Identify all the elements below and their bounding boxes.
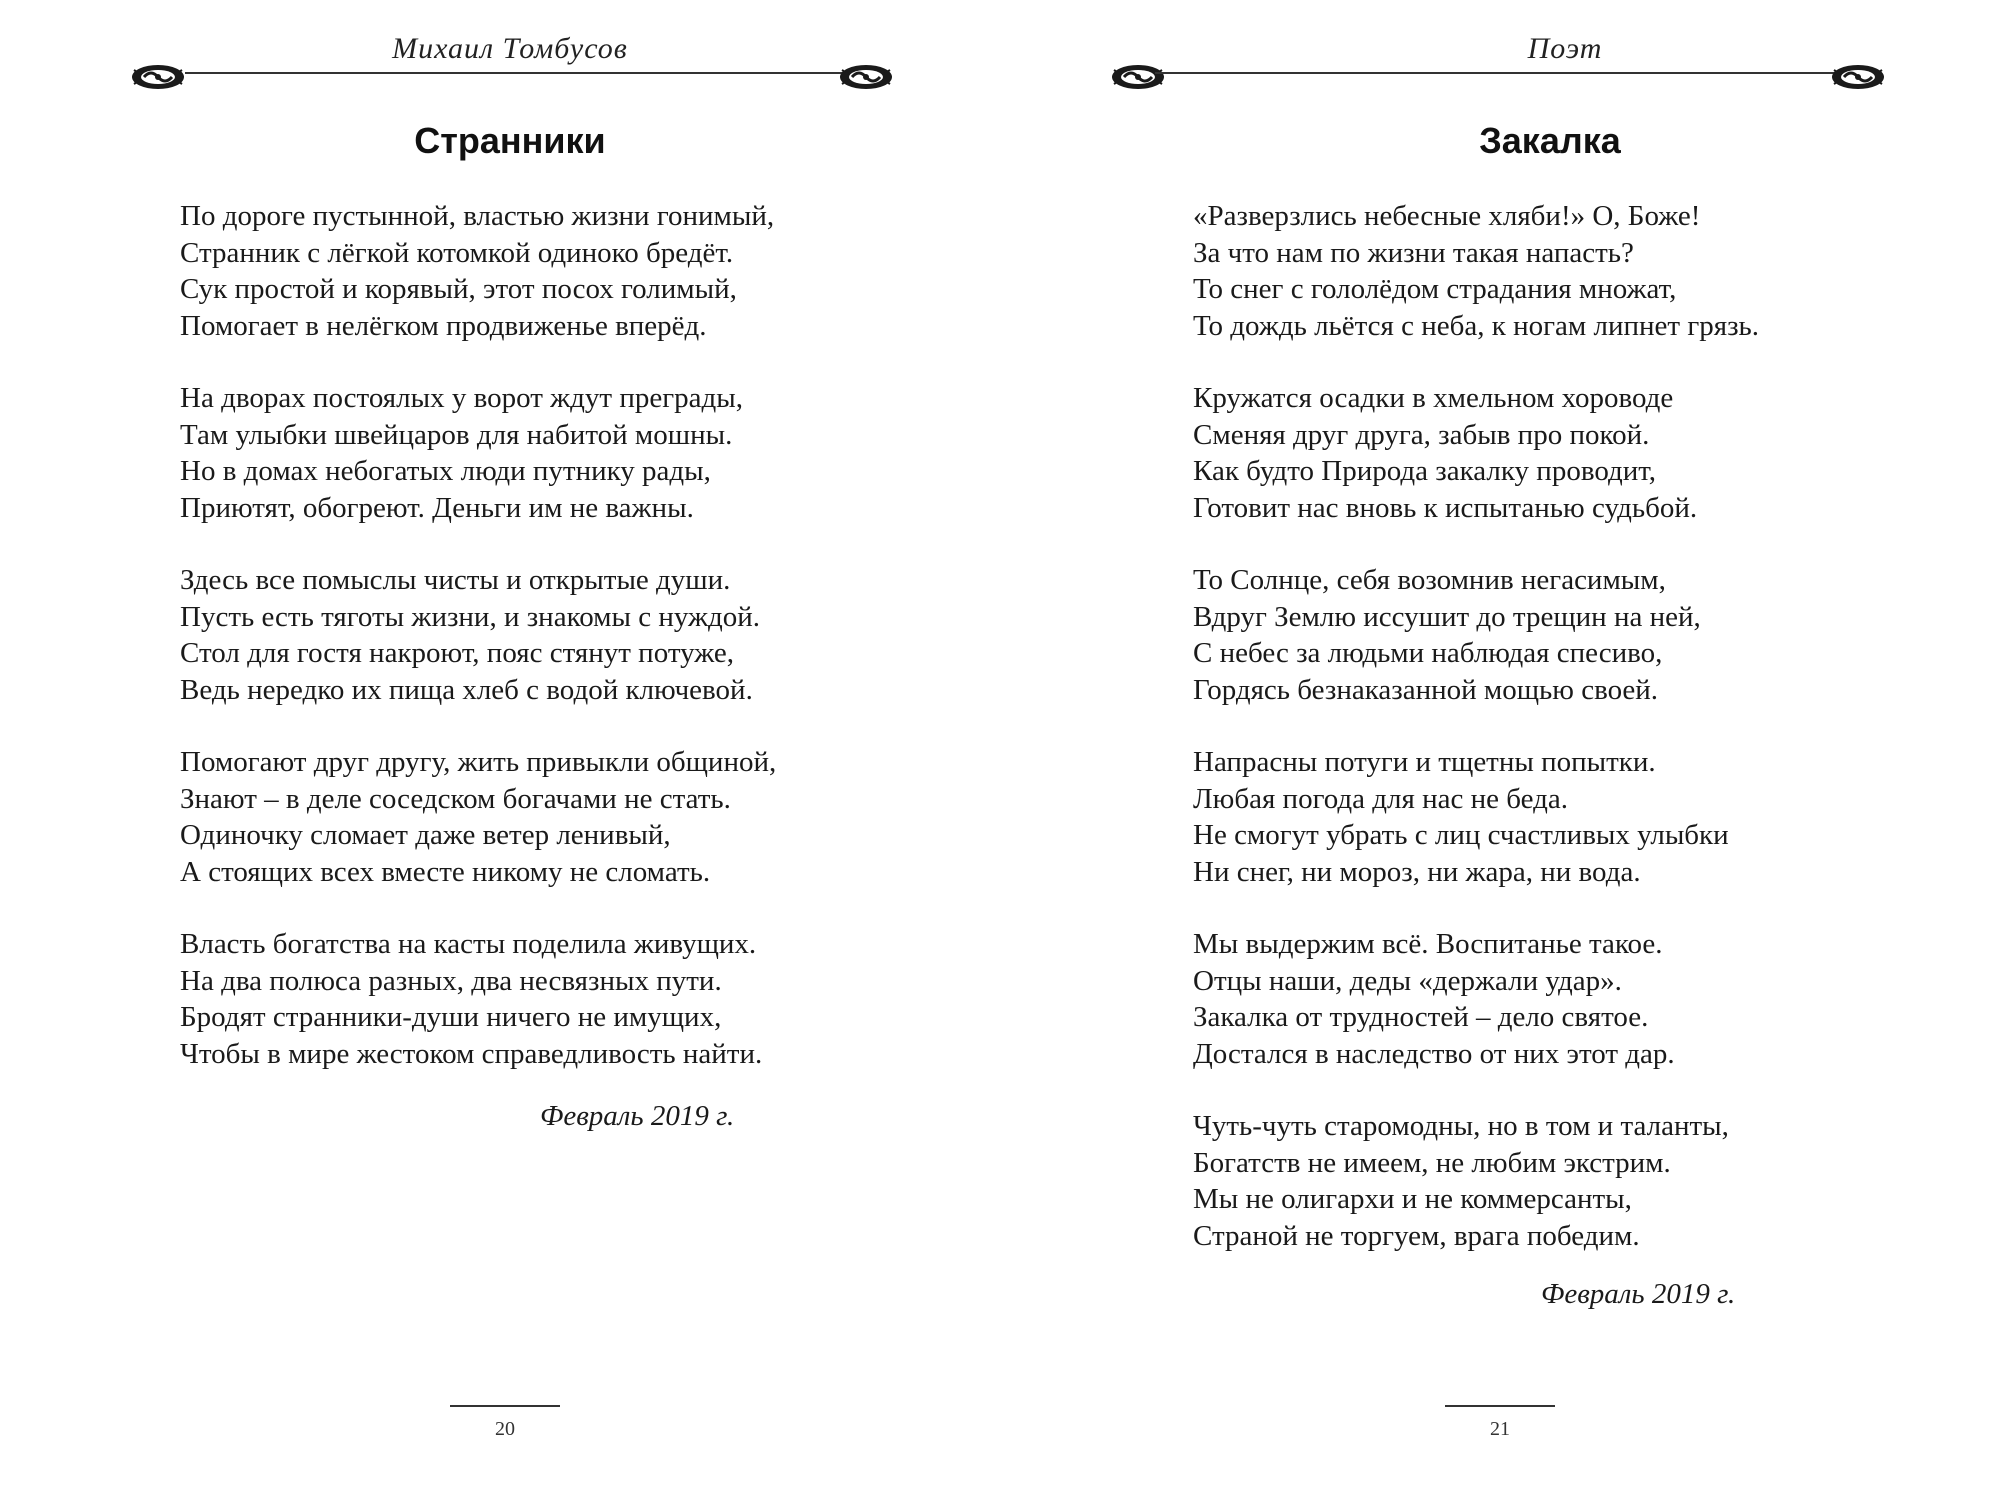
poem-line: То снег с гололёдом страдания множат, — [1193, 273, 1677, 305]
stanza — [180, 198, 776, 344]
right-page — [1000, 0, 2000, 1486]
stanza — [1193, 380, 1759, 526]
poem-line: Мы выдержим всё. Воспитанье такое. — [1193, 928, 1663, 960]
stanza — [180, 562, 776, 708]
stanza — [1193, 1108, 1759, 1254]
header-rule — [185, 72, 845, 74]
poem-line: Сук простой и корявый, этот посох голимый, — [180, 273, 737, 305]
poem-line: Напрасны потуги и тщетны попытки. — [1193, 746, 1656, 778]
poem-line: Здесь все помыслы чисты и открытые души. — [180, 564, 731, 596]
poem-line: Богатств не имеем, не любим экстрим. — [1193, 1146, 1671, 1179]
stanza — [1193, 926, 1759, 1072]
poem-title: Странники — [414, 120, 606, 161]
poem-line: Как будто Природа закалку проводит, — [1193, 455, 1656, 487]
poem-line: На два полюса разных, два несвязных пути. — [180, 964, 722, 997]
poem-line: Одиночку сломает даже ветер ленивый, — [180, 819, 671, 851]
ornament-icon — [130, 62, 186, 92]
poem-line: Отцы наши, деды «держали удар». — [1193, 964, 1622, 997]
poem-date: Февраль 2019 г. — [540, 1100, 735, 1132]
poem-line: Стол для гостя накроют, пояс стянут потуже, — [180, 637, 735, 669]
poem-line: Бродят странники-души ничего не имущих, — [180, 1001, 722, 1033]
ornament-icon — [1830, 62, 1886, 92]
poem-line: Но в домах небогатых люди путнику рады, — [180, 455, 711, 487]
stanza — [1193, 198, 1759, 344]
poem-line: То Солнце, себя возомнив негасимым, — [1193, 564, 1666, 596]
page-number: 21 — [1490, 1418, 1510, 1440]
poem-line: Знают – в деле соседском богачами не стать. — [180, 782, 731, 815]
poem-line: Чтобы в мире жестоком справедливость найти. — [180, 1037, 763, 1070]
poem-line: Кружатся осадки в хмельном хороводе — [1193, 382, 1674, 414]
running-head-author: Михаил Томбусов — [392, 32, 628, 65]
page-number: 20 — [495, 1418, 515, 1440]
poem-line: Власть богатства на касты поделила живущих. — [180, 928, 757, 960]
poem-line: По дороге пустынной, властью жизни гонимый, — [180, 200, 775, 232]
poem-title: Закалка — [1479, 120, 1621, 161]
poem-line: На дворах постоялых у ворот ждут преграды, — [180, 382, 743, 414]
stanza — [1193, 744, 1759, 890]
stanza — [180, 380, 776, 526]
poem-line: А стоящих всех вместе никому не сломать. — [180, 855, 711, 888]
poem-line: Закалка от трудностей – дело святое. — [1193, 1001, 1649, 1033]
poem-line: Не смогут убрать с лиц счастливых улыбки — [1193, 819, 1729, 851]
poem-line: Ни снег, ни мороз, ни жара, ни вода. — [1193, 855, 1641, 888]
poem-line: Сменяя друг друга, забыв про покой. — [1193, 418, 1650, 451]
poem-body — [1193, 198, 1759, 1290]
poem-line: С небес за людьми наблюдая спесиво, — [1193, 637, 1663, 669]
poem-line: Там улыбки швейцаров для набитой мошны. — [180, 418, 733, 451]
poem-line: Помогает в нелёгком продвиженье вперёд. — [180, 309, 707, 342]
poem-line: Чуть-чуть старомодны, но в том и таланты, — [1193, 1110, 1729, 1142]
poem-body — [180, 198, 776, 1108]
poem-line: Помогают друг другу, жить привыкли общиной, — [180, 746, 777, 778]
poem-line: Гордясь безнаказанной мощью своей. — [1193, 673, 1659, 706]
poem-line: Странник с лёгкой котомкой одиноко бредёт. — [180, 236, 734, 269]
poem-line: То дождь льётся с неба, к ногам липнет грязь. — [1193, 309, 1759, 342]
ornament-icon — [1110, 62, 1166, 92]
stanza — [180, 744, 776, 890]
poem-line: «Разверзлись небесные хляби!» О, Боже! — [1193, 200, 1701, 232]
footer-rule — [450, 1405, 560, 1407]
poem-date: Февраль 2019 г. — [1541, 1278, 1736, 1310]
stanza — [1193, 562, 1759, 708]
poem-line: Мы не олигархи и не коммерсанты, — [1193, 1183, 1632, 1215]
poem-line: Приютят, обогреют. Деньги им не важны. — [180, 491, 694, 524]
running-head-section: Поэт — [1527, 32, 1603, 65]
poem-line: Вдруг Землю иссушит до трещин на ней, — [1193, 600, 1701, 633]
header-rule — [1155, 72, 1835, 74]
poem-line: Страной не торгуем, врага победим. — [1193, 1219, 1640, 1252]
poem-line: Достался в наследство от них этот дар. — [1193, 1037, 1675, 1070]
poem-line: За что нам по жизни такая напасть? — [1193, 236, 1634, 269]
poem-line: Ведь нередко их пища хлеб с водой ключевой. — [180, 673, 753, 706]
poem-line: Пусть есть тяготы жизни, и знакомы с нуждой. — [180, 600, 761, 633]
poem-line: Готовит нас вновь к испытанью судьбой. — [1193, 491, 1698, 524]
footer-rule — [1445, 1405, 1555, 1407]
ornament-icon — [838, 62, 894, 92]
stanza — [180, 926, 776, 1072]
poem-line: Любая погода для нас не беда. — [1193, 782, 1568, 815]
